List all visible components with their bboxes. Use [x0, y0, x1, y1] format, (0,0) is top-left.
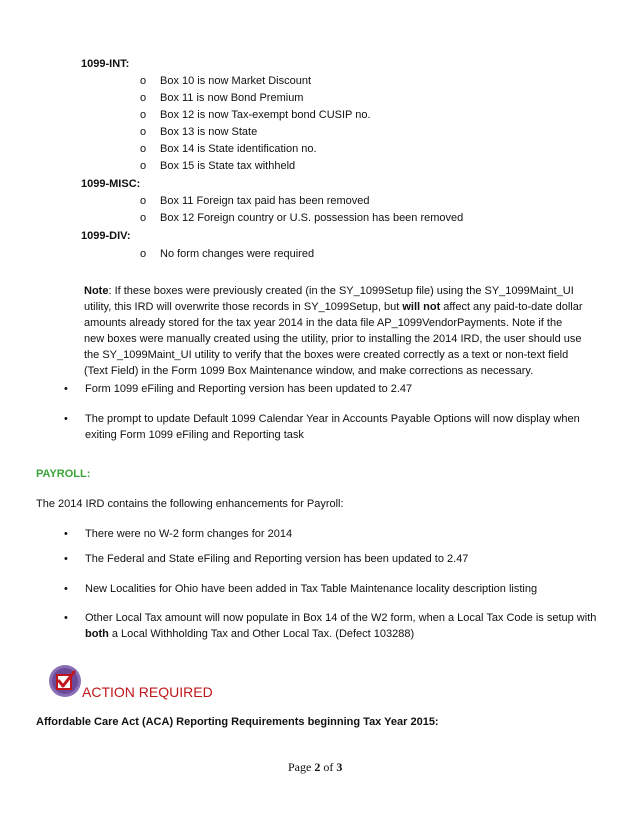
bullet-symbol: • [64, 612, 68, 624]
note-text: affect any paid-to-date dollar amounts already stored for the tax year 2014 in the data file AP_1099VendorPayments. Note if the new boxes were manually created using the utility, prior to installing the 2014 IRD, the user should use the SY_1099Maint_UI utility to verify that the boxes were created correctly as a text or non-text field (Text Field) in the Form 1099 Box Maintenance window, and make corrections as necessary. [84, 301, 583, 377]
page-footer [288, 760, 342, 775]
bullet-item-text: a Local Withholding Tax and Other Local Tax. (Defect 103288) [108, 628, 415, 640]
bullet-item: New Localities for Ohio have been added in Tax Table Maintenance locality description listing [85, 583, 538, 595]
list-item: Box 12 Foreign country or U.S. possession has been removed [160, 212, 464, 224]
bullet-symbol: • [64, 553, 68, 565]
note-label: Note [84, 285, 109, 297]
bullet-symbol: • [64, 413, 68, 425]
list-marker: o [140, 248, 147, 260]
list-marker: o [140, 75, 147, 87]
list-item: Box 10 is now Market Discount [160, 75, 312, 87]
list-item: Box 11 Foreign tax paid has been removed [160, 195, 370, 207]
list-marker: o [140, 143, 147, 155]
footer-prefix: Page [288, 760, 315, 774]
list-item: Box 11 is now Bond Premium [160, 92, 304, 104]
note-paragraph [84, 283, 584, 379]
bullet-item-continued: exiting Form 1099 eFiling and Reporting task [85, 429, 304, 441]
list-item: Box 12 is now Tax-exempt bond CUSIP no. [160, 109, 371, 121]
note-emphasis: will not [402, 301, 441, 313]
section-title-1099-div: 1099-DIV: [81, 230, 131, 242]
page-total: 3 [336, 760, 343, 774]
list-marker: o [140, 126, 147, 138]
bullet-item: The prompt to update Default 1099 Calendar Year in Accounts Payable Options will now display when [85, 413, 580, 425]
list-marker: o [140, 212, 147, 224]
bullet-item: The Federal and State eFiling and Reporting version has been updated to 2.47 [85, 553, 469, 565]
bullet-symbol: • [64, 583, 68, 595]
bullet-item-continued [85, 628, 414, 640]
emphasis-text: both [85, 628, 109, 640]
payroll-intro: The 2014 IRD contains the following enhancements for Payroll: [36, 498, 344, 510]
section-title-1099-misc: 1099-MISC: [81, 178, 141, 190]
list-marker: o [140, 195, 147, 207]
bullet-item: There were no W-2 form changes for 2014 [85, 528, 293, 540]
action-required-label: ACTION REQUIRED [82, 684, 213, 700]
checkbox-icon [48, 664, 82, 698]
bullet-item: Form 1099 eFiling and Reporting version has been updated to 2.47 [85, 383, 413, 395]
bullet-item: Other Local Tax amount will now populate in Box 14 of the W2 form, when a Local Tax Code is setup with [85, 612, 597, 624]
page-number: 2 [314, 760, 321, 774]
section-title-1099-int: 1099-INT: [81, 58, 130, 70]
list-marker: o [140, 160, 147, 172]
bullet-symbol: • [64, 528, 68, 540]
footer-middle: of [320, 760, 337, 774]
aca-heading: Affordable Care Act (ACA) Reporting Requirements beginning Tax Year 2015: [36, 716, 439, 728]
note-text: : If these boxes were previously created (in the SY_1099Setup file) using the SY_1099Maint_UI utility, this IRD will overwrite those records in SY_1099Setup, but [84, 285, 574, 313]
list-marker: o [140, 92, 147, 104]
list-marker: o [140, 109, 147, 121]
list-item: Box 14 is State identification no. [160, 143, 317, 155]
list-item: Box 13 is now State [160, 126, 258, 138]
payroll-heading: PAYROLL: [36, 468, 91, 480]
list-item: No form changes were required [160, 248, 315, 260]
bullet-symbol: • [64, 383, 68, 395]
list-item: Box 15 is State tax withheld [160, 160, 296, 172]
